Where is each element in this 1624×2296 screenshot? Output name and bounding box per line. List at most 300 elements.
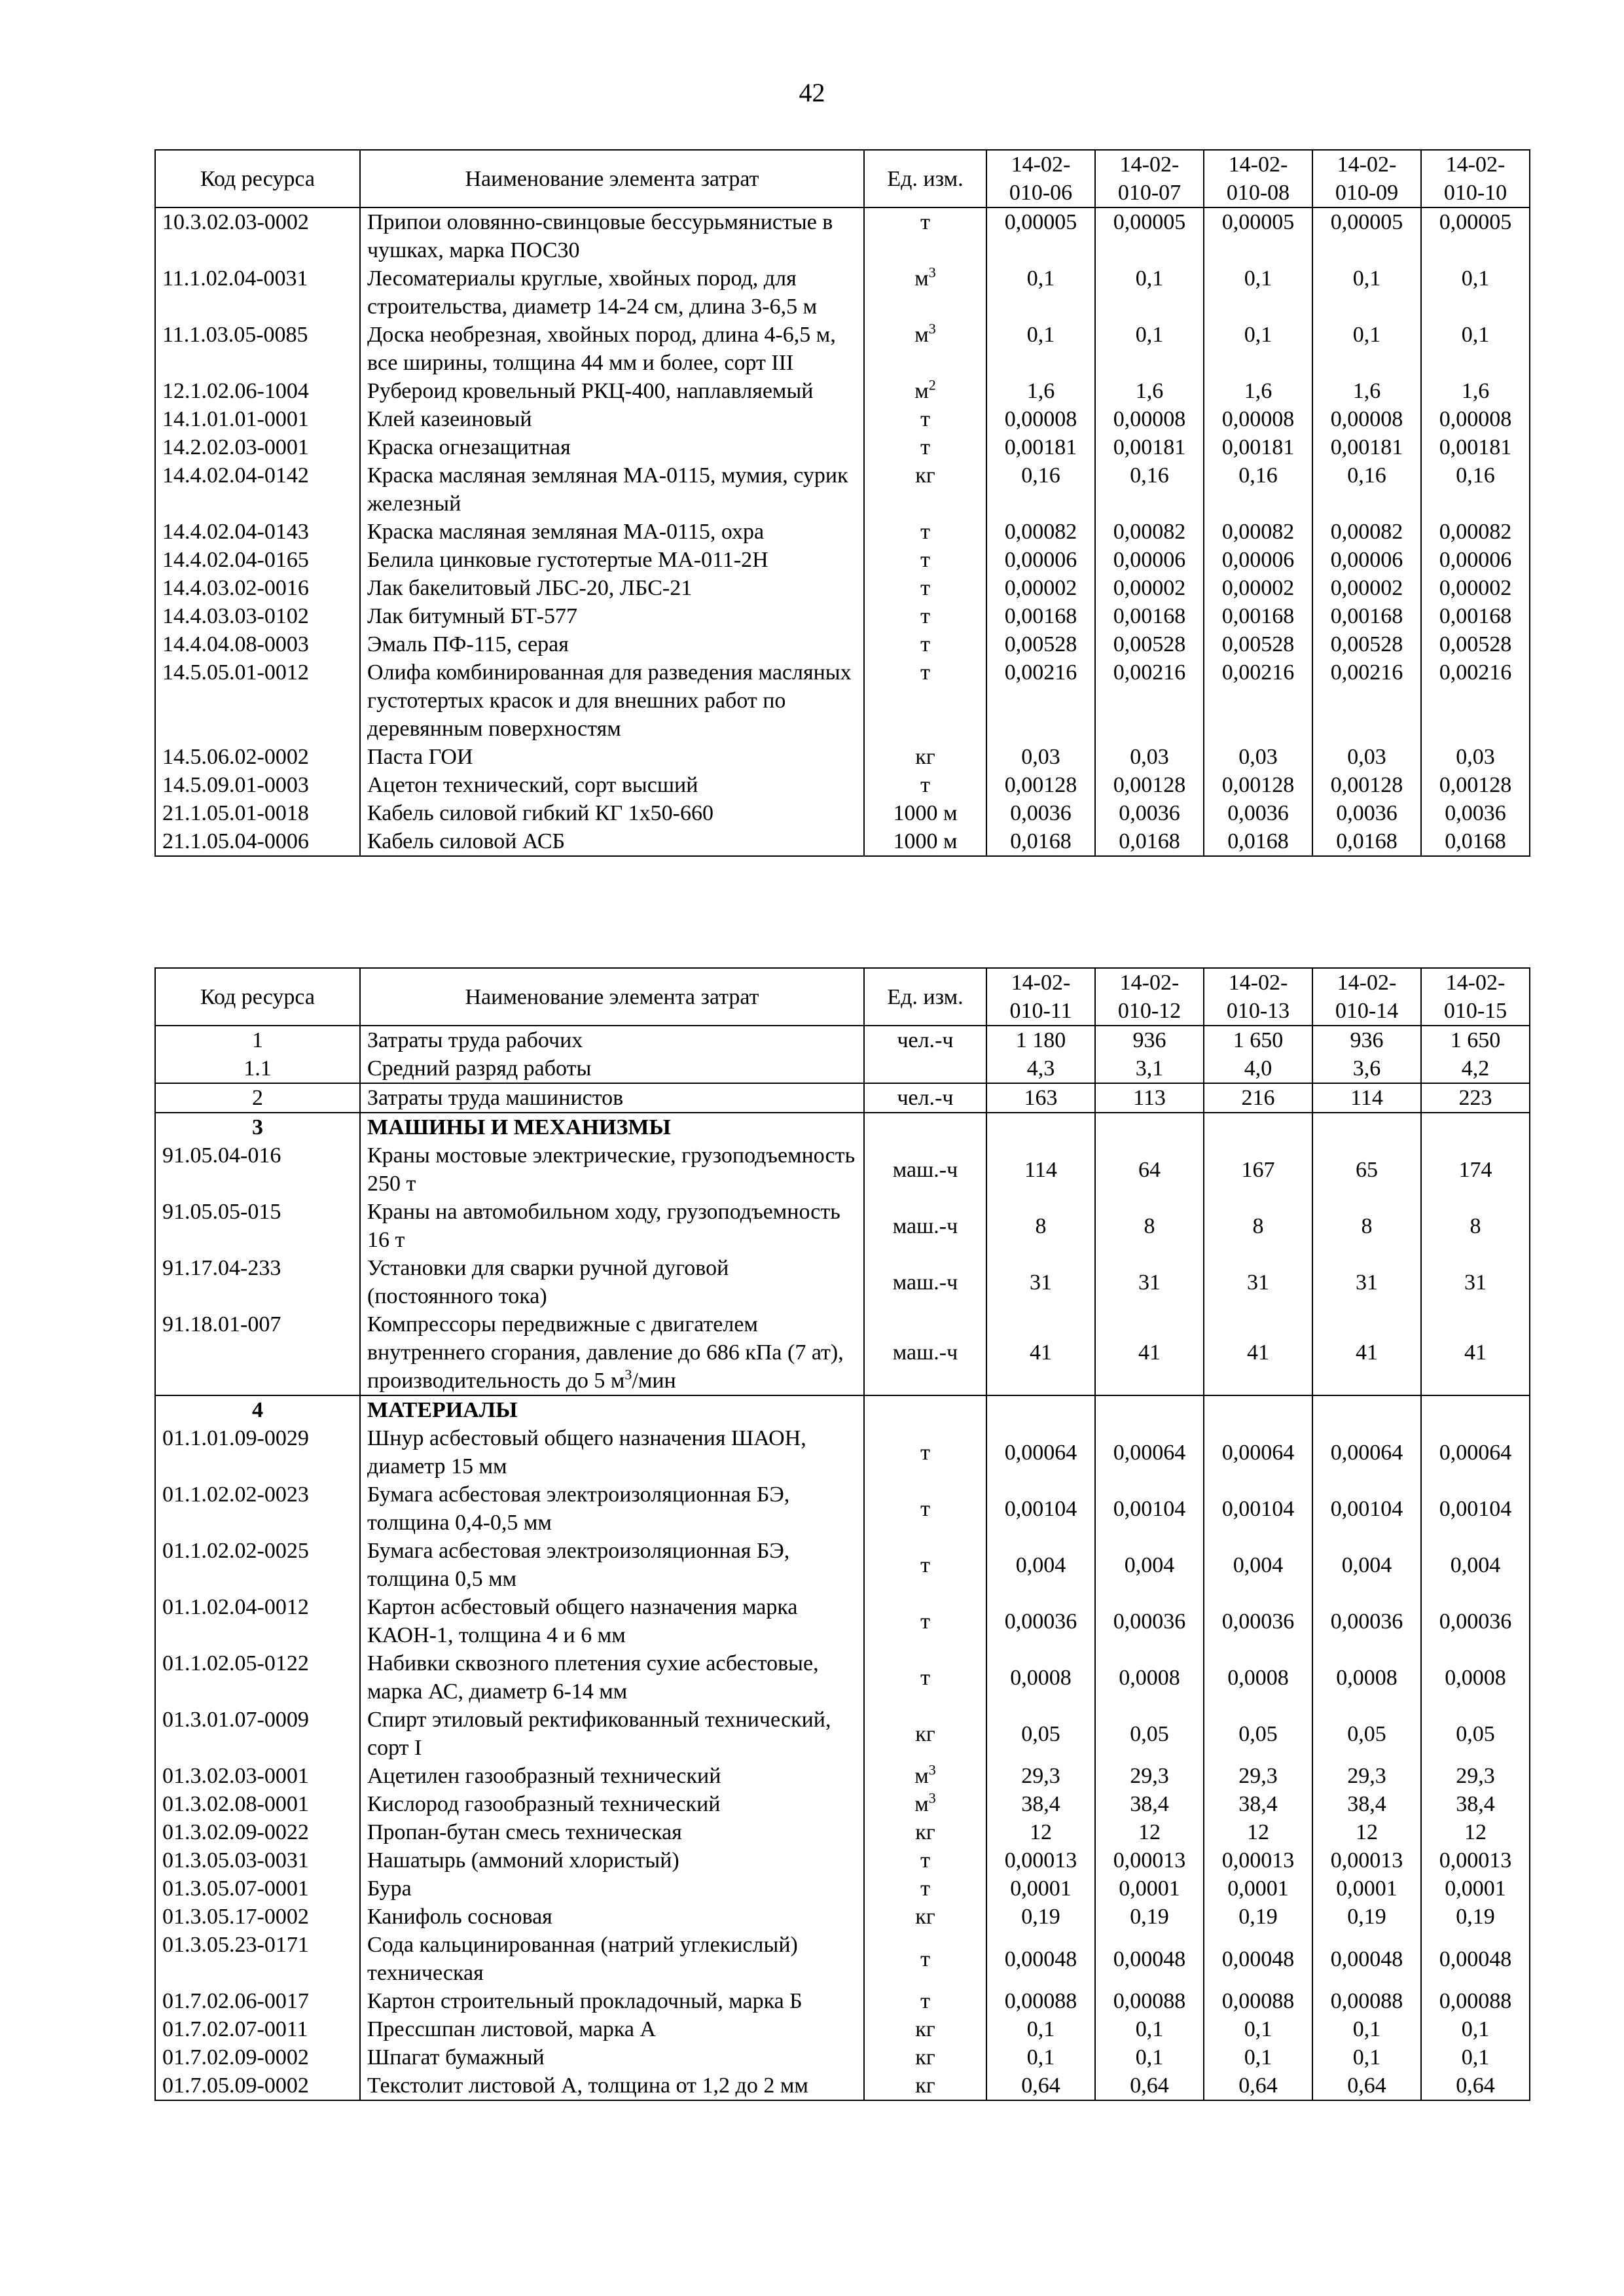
resource-value: 12 [986, 1818, 1095, 1846]
page-number: 42 [799, 78, 825, 107]
resource-value: 0,00181 [1204, 433, 1312, 461]
resource-code: 14.1.01.01-0001 [155, 405, 360, 433]
resource-value: 4,0 [1204, 1054, 1312, 1083]
resource-code: 01.3.02.03-0001 [155, 1762, 360, 1790]
resource-value: 0,0168 [1421, 827, 1530, 856]
resource-value: 0,00128 [1421, 771, 1530, 799]
resource-name-text: Лесоматериалы круглые, хвойных пород, для строительства, диаметр 14-24 см, длина 3-6,5 м [367, 266, 818, 319]
resource-value: 0,0001 [986, 1874, 1095, 1903]
header-column: 14-02-010-08 [1204, 150, 1312, 207]
resource-unit-superscript: 2 [928, 377, 936, 393]
resource-unit [864, 1987, 986, 2015]
resource-unit [864, 1706, 986, 1762]
table-row [155, 2015, 1530, 2043]
table-row [155, 1846, 1530, 1874]
resource-value: 31 [1421, 1254, 1530, 1310]
resource-value: 0,0008 [1095, 1649, 1204, 1706]
resource-value [1312, 1395, 1421, 1424]
resource-value: 8 [986, 1198, 1095, 1254]
resource-value: 41 [1204, 1310, 1312, 1395]
resource-name-text: Ацетон технический, сорт высший [367, 773, 698, 797]
resource-value: 0,00008 [1312, 405, 1421, 433]
resource-value: 0,1 [1204, 2015, 1312, 2043]
resource-value: 0,0036 [1095, 799, 1204, 827]
resource-value: 8 [1095, 1198, 1204, 1254]
resource-code: 14.5.05.01-0012 [155, 658, 360, 743]
resource-name-text: Олифа комбинированная для разведения масляных густотертых красок и для внешних работ по деревянным поверхностям [367, 660, 852, 741]
resource-name-text: Спирт этиловый ректификованный технический, сорт I [367, 1708, 831, 1760]
resource-table-2 [154, 967, 1530, 2101]
resource-code: 14.4.03.03-0102 [155, 602, 360, 630]
resource-value: 0,19 [1312, 1903, 1421, 1931]
resource-value: 0,0008 [1312, 1649, 1421, 1706]
resource-value [1095, 1395, 1204, 1424]
resource-name [360, 630, 864, 658]
resource-unit [864, 1424, 986, 1480]
resource-value: 0,00168 [1312, 602, 1421, 630]
resource-name-text: Краны мостовые электрические, грузоподъемность 250 т [367, 1143, 856, 1196]
resource-unit [864, 602, 986, 630]
resource-value: 0,1 [986, 2015, 1095, 2043]
table-row [155, 630, 1530, 658]
resource-name-text: Шнур асбестовый общего назначения ШАОН, диаметр 15 мм [367, 1426, 806, 1479]
resource-value: 0,00036 [1204, 1593, 1312, 1649]
resource-value: 0,00082 [1421, 518, 1530, 546]
resource-unit-text: т [920, 632, 930, 656]
resource-value: 0,00005 [1204, 207, 1312, 264]
resource-unit-text: 1000 м [893, 801, 958, 825]
resource-name [360, 1424, 864, 1480]
resource-code: 01.7.05.09-0002 [155, 2072, 360, 2100]
resource-value [1421, 1395, 1530, 1424]
resource-value: 936 [1312, 1026, 1421, 1054]
resource-name [360, 377, 864, 405]
resource-value: 0,1 [1095, 2043, 1204, 2072]
resource-unit [864, 433, 986, 461]
resource-value: 0,0036 [986, 799, 1095, 827]
resource-unit [864, 207, 986, 264]
resource-value: 0,00181 [1421, 433, 1530, 461]
resource-value: 0,00006 [1312, 546, 1421, 574]
resource-value: 0,004 [986, 1537, 1095, 1593]
resource-value: 0,00168 [1095, 602, 1204, 630]
resource-value: 0,19 [1095, 1903, 1204, 1931]
resource-unit-text: м [914, 1764, 929, 1788]
table-row [155, 2043, 1530, 2072]
resource-unit [864, 1026, 986, 1054]
resource-value: 0,00048 [1421, 1931, 1530, 1987]
resource-unit-text: т [920, 210, 930, 234]
resource-name [360, 1141, 864, 1198]
resource-name [360, 264, 864, 321]
resource-value: 3,6 [1312, 1054, 1421, 1083]
resource-value: 0,1 [1095, 321, 1204, 377]
resource-value: 936 [1095, 1026, 1204, 1054]
resource-name-text: Краска масляная земляная МА-0115, мумия, сурик железный [367, 463, 848, 516]
resource-unit-text: чел.-ч [897, 1028, 954, 1052]
resource-name-text: МАТЕРИАЛЫ [367, 1398, 518, 1422]
table-row [155, 1987, 1530, 2015]
resource-value: 0,00082 [1312, 518, 1421, 546]
resource-value: 0,00104 [1095, 1480, 1204, 1537]
resource-value: 0,1 [1312, 264, 1421, 321]
resource-value: 0,00168 [1204, 602, 1312, 630]
resource-value: 31 [1204, 1254, 1312, 1310]
resource-unit-text: кг [915, 1905, 935, 1929]
resource-name-text: Краска масляная земляная МА-0115, охра [367, 520, 765, 544]
resource-value: 38,4 [1095, 1790, 1204, 1818]
resource-value: 38,4 [1204, 1790, 1312, 1818]
resource-value: 0,00064 [1204, 1424, 1312, 1480]
resource-code: 12.1.02.06-1004 [155, 377, 360, 405]
resource-unit-text: кг [915, 745, 935, 769]
resource-name [360, 433, 864, 461]
resource-unit-text: кг [915, 2017, 935, 2041]
resource-name-text: Бумага асбестовая электроизоляционная БЭ, толщина 0,5 мм [367, 1539, 790, 1591]
resource-unit [864, 1141, 986, 1198]
resource-value: 3,1 [1095, 1054, 1204, 1083]
resource-value: 0,00005 [1312, 207, 1421, 264]
resource-unit [864, 658, 986, 743]
resource-value: 8 [1204, 1198, 1312, 1254]
table-row [155, 1537, 1530, 1593]
resource-name [360, 1931, 864, 1987]
resource-unit [864, 1846, 986, 1874]
resource-code: 01.3.05.23-0171 [155, 1931, 360, 1987]
table-row [155, 1593, 1530, 1649]
table-row [155, 1141, 1530, 1198]
resource-name-text: Паста ГОИ [367, 745, 473, 769]
resource-value: 0,16 [1095, 461, 1204, 518]
resource-value: 0,1 [986, 2043, 1095, 2072]
resource-value: 0,00128 [1095, 771, 1204, 799]
resource-unit-text: т [920, 548, 930, 572]
resource-value: 12 [1095, 1818, 1204, 1846]
resource-value: 0,0168 [1312, 827, 1421, 856]
resource-value: 0,00216 [1095, 658, 1204, 743]
resource-unit-text: м [914, 1792, 929, 1816]
resource-name-text: Шпагат бумажный [367, 2045, 545, 2070]
resource-value: 0,00181 [986, 433, 1095, 461]
resource-value: 0,004 [1421, 1537, 1530, 1593]
table-row [155, 1762, 1530, 1790]
resource-code: 01.3.05.03-0031 [155, 1846, 360, 1874]
table-row [155, 321, 1530, 377]
resource-unit [864, 2015, 986, 2043]
resource-value: 0,004 [1312, 1537, 1421, 1593]
resource-value: 0,0168 [1095, 827, 1204, 856]
resource-value: 41 [1312, 1310, 1421, 1395]
resource-unit [864, 1593, 986, 1649]
table-row [155, 1903, 1530, 1931]
resource-name-text: Эмаль ПФ-115, серая [367, 632, 569, 656]
table-row [155, 743, 1530, 771]
resource-unit [864, 264, 986, 321]
resource-unit-text: м [914, 323, 929, 347]
resource-name [360, 1593, 864, 1649]
resource-name-text: Припои оловянно-свинцовые бессурьмянистые в чушках, марка ПОС30 [367, 210, 833, 262]
resource-unit [864, 377, 986, 405]
resource-name [360, 321, 864, 377]
resource-name [360, 1310, 864, 1395]
resource-value: 0,03 [986, 743, 1095, 771]
resource-name [360, 799, 864, 827]
resource-unit [864, 574, 986, 602]
resource-value: 41 [1095, 1310, 1204, 1395]
table-row [155, 771, 1530, 799]
header-code: Код ресурса [155, 150, 360, 207]
resource-code: 14.4.03.02-0016 [155, 574, 360, 602]
table-row [155, 264, 1530, 321]
resource-name [360, 1846, 864, 1874]
table-row [155, 377, 1530, 405]
resource-code: 91.05.04-016 [155, 1141, 360, 1198]
resource-value: 0,19 [1421, 1903, 1530, 1931]
resource-value: 0,00216 [1421, 658, 1530, 743]
resource-value: 0,1 [1312, 321, 1421, 377]
resource-name-text: МАШИНЫ И МЕХАНИЗМЫ [367, 1115, 671, 1139]
resource-value: 12 [1204, 1818, 1312, 1846]
resource-value: 0,03 [1421, 743, 1530, 771]
resource-value: 0,00036 [1421, 1593, 1530, 1649]
resource-value: 0,00036 [1312, 1593, 1421, 1649]
header-name: Наименование элемента затрат [360, 968, 864, 1026]
resource-value [1095, 1113, 1204, 1141]
header-unit: Ед. изм. [864, 968, 986, 1026]
resource-value: 0,00006 [1204, 546, 1312, 574]
resource-code: 01.3.01.07-0009 [155, 1706, 360, 1762]
resource-value: 0,00013 [1204, 1846, 1312, 1874]
resource-name [360, 1395, 864, 1424]
resource-value: 0,004 [1204, 1537, 1312, 1593]
resource-value: 0,00181 [1095, 433, 1204, 461]
resource-value: 29,3 [1095, 1762, 1204, 1790]
resource-value: 0,00002 [1204, 574, 1312, 602]
resource-unit [864, 1537, 986, 1593]
resource-value: 0,00048 [1095, 1931, 1204, 1987]
resource-value: 0,00128 [1204, 771, 1312, 799]
resource-code: 01.7.02.09-0002 [155, 2043, 360, 2072]
table-row [155, 1198, 1530, 1254]
resource-code: 10.3.02.03-0002 [155, 207, 360, 264]
resource-value: 1 650 [1421, 1026, 1530, 1054]
resource-unit [864, 771, 986, 799]
resource-value: 0,00005 [1421, 207, 1530, 264]
resource-unit-text: т [920, 407, 930, 431]
resource-unit-text: т [920, 576, 930, 600]
resource-unit [864, 1649, 986, 1706]
resource-value: 1,6 [1312, 377, 1421, 405]
resource-value: 0,00168 [1421, 602, 1530, 630]
resource-name [360, 207, 864, 264]
resource-value: 1 650 [1204, 1026, 1312, 1054]
resource-value: 0,0036 [1204, 799, 1312, 827]
resource-unit [864, 1818, 986, 1846]
resource-name-text: Кабель силовой гибкий КГ 1х50-660 [367, 801, 714, 825]
resource-code: 14.4.02.04-0142 [155, 461, 360, 518]
resource-name-text: Нашатырь (аммоний хлористый) [367, 1848, 679, 1873]
resource-code: 1 [155, 1026, 360, 1054]
resource-value: 0,00005 [986, 207, 1095, 264]
resource-value: 1 180 [986, 1026, 1095, 1054]
resource-name [360, 1762, 864, 1790]
resource-name [360, 2072, 864, 2100]
resource-value: 0,05 [1204, 1706, 1312, 1762]
resource-name [360, 1198, 864, 1254]
resource-value: 0,00008 [1204, 405, 1312, 433]
resource-name [360, 1649, 864, 1706]
table-row [155, 799, 1530, 827]
resource-value: 0,00064 [986, 1424, 1095, 1480]
table-row [155, 207, 1530, 264]
table-row [155, 1026, 1530, 1054]
resource-value: 0,1 [986, 264, 1095, 321]
resource-code: 91.05.05-015 [155, 1198, 360, 1254]
resource-value: 0,16 [1421, 461, 1530, 518]
resource-value: 0,00013 [986, 1846, 1095, 1874]
resource-value: 38,4 [1312, 1790, 1421, 1818]
resource-value: 29,3 [986, 1762, 1095, 1790]
resource-value: 8 [1312, 1198, 1421, 1254]
resource-value: 0,00048 [1312, 1931, 1421, 1987]
header-column: 14-02-010-09 [1312, 150, 1421, 207]
resource-unit-text: т [920, 1496, 930, 1521]
resource-code: 01.7.02.07-0011 [155, 2015, 360, 2043]
table-row [155, 1083, 1530, 1113]
resource-value: 0,1 [1095, 2015, 1204, 2043]
resource-value [1312, 1113, 1421, 1141]
resource-name [360, 574, 864, 602]
resource-name [360, 1537, 864, 1593]
resource-value: 0,05 [1421, 1706, 1530, 1762]
resource-code: 91.18.01-007 [155, 1310, 360, 1395]
resource-unit [864, 1054, 986, 1083]
resource-value: 0,00002 [1421, 574, 1530, 602]
resource-value: 31 [986, 1254, 1095, 1310]
resource-unit-text: т [920, 435, 930, 459]
resource-value: 0,00088 [1204, 1987, 1312, 2015]
resource-name-text: Затраты труда машинистов [367, 1086, 624, 1110]
resource-unit-text: 1000 м [893, 829, 958, 853]
resource-value: 0,00013 [1312, 1846, 1421, 1874]
resource-value: 0,03 [1312, 743, 1421, 771]
resource-value: 29,3 [1312, 1762, 1421, 1790]
resource-name [360, 1790, 864, 1818]
resource-value: 1,6 [986, 377, 1095, 405]
table-row [155, 574, 1530, 602]
resource-value: 0,16 [986, 461, 1095, 518]
resource-unit [864, 518, 986, 546]
resource-unit [864, 1790, 986, 1818]
table-row [155, 1790, 1530, 1818]
resource-value: 0,03 [1204, 743, 1312, 771]
resource-unit-text: кг [915, 2073, 935, 2098]
resource-value [986, 1113, 1095, 1141]
table-row [155, 546, 1530, 574]
resource-unit [864, 1198, 986, 1254]
resource-code: 14.5.09.01-0003 [155, 771, 360, 799]
resource-unit-text: м [914, 266, 929, 291]
resource-name [360, 771, 864, 799]
resource-value: 0,00082 [986, 518, 1095, 546]
resource-value: 0,0008 [1204, 1649, 1312, 1706]
resource-name-text: Картон строительный прокладочный, марка Б [367, 1989, 803, 2013]
resource-code: 14.4.02.04-0143 [155, 518, 360, 546]
resource-value: 0,0168 [986, 827, 1095, 856]
resource-value: 4,3 [986, 1054, 1095, 1083]
resource-name [360, 2015, 864, 2043]
resource-value: 0,00002 [1095, 574, 1204, 602]
resource-value: 0,03 [1095, 743, 1204, 771]
resource-value: 0,1 [1095, 264, 1204, 321]
resource-unit [864, 630, 986, 658]
resource-name [360, 658, 864, 743]
resource-name [360, 461, 864, 518]
resource-name [360, 1054, 864, 1083]
resource-value: 114 [1312, 1083, 1421, 1113]
resource-value: 0,19 [1204, 1903, 1312, 1931]
resource-name-text: Сода кальцинированная (натрий углекислый) техническая [367, 1933, 798, 1985]
resource-value [1204, 1113, 1312, 1141]
resource-value: 0,00006 [1095, 546, 1204, 574]
resource-value: 0,64 [1312, 2072, 1421, 2100]
resource-value: 29,3 [1421, 1762, 1530, 1790]
resource-name-text: Рубероид кровельный РКЦ-400, наплавляемый [367, 379, 814, 403]
resource-value: 0,16 [1312, 461, 1421, 518]
resource-value: 0,1 [1204, 2043, 1312, 2072]
resource-value [1204, 1395, 1312, 1424]
resource-unit-superscript: 3 [928, 1762, 936, 1778]
resource-name-text: Затраты труда рабочих [367, 1028, 583, 1052]
resource-value: 0,05 [1312, 1706, 1421, 1762]
resource-value: 0,16 [1204, 461, 1312, 518]
resource-code: 2 [155, 1083, 360, 1113]
resource-value: 0,00005 [1095, 207, 1204, 264]
resource-value: 0,00006 [986, 546, 1095, 574]
resource-unit-text: т [920, 604, 930, 628]
table-row [155, 2072, 1530, 2100]
table-row [155, 1706, 1530, 1762]
resource-value: 0,00002 [986, 574, 1095, 602]
resource-value: 0,00048 [1204, 1931, 1312, 1987]
resource-value: 1,6 [1421, 377, 1530, 405]
resource-unit-text: маш.-ч [892, 1340, 958, 1365]
resource-name-text: Набивки сквозного плетения сухие асбестовые, марка АС, диаметр 6-14 мм [367, 1651, 819, 1704]
resource-value: 0,00528 [1312, 630, 1421, 658]
resource-value: 0,1 [1204, 264, 1312, 321]
resource-name [360, 2043, 864, 2072]
resource-value: 0,00008 [986, 405, 1095, 433]
resource-value: 0,64 [1204, 2072, 1312, 2100]
resource-unit-text: т [920, 1609, 930, 1634]
resource-name-text: Ацетилен газообразный технический [367, 1764, 721, 1788]
resource-unit-text: маш.-ч [892, 1157, 958, 1182]
resource-value: 0,00528 [1421, 630, 1530, 658]
resource-unit-text: маш.-ч [892, 1270, 958, 1295]
resource-value: 0,00128 [986, 771, 1095, 799]
resource-value: 31 [1095, 1254, 1204, 1310]
resource-unit [864, 2043, 986, 2072]
resource-name [360, 518, 864, 546]
header-code: Код ресурса [155, 968, 360, 1026]
resource-value: 0,00088 [1095, 1987, 1204, 2015]
resource-value: 0,00036 [1095, 1593, 1204, 1649]
resource-value: 0,00216 [1204, 658, 1312, 743]
resource-value: 0,00008 [1095, 405, 1204, 433]
header-column: 14-02-010-14 [1312, 968, 1421, 1026]
resource-name [360, 827, 864, 856]
resource-value: 41 [986, 1310, 1095, 1395]
